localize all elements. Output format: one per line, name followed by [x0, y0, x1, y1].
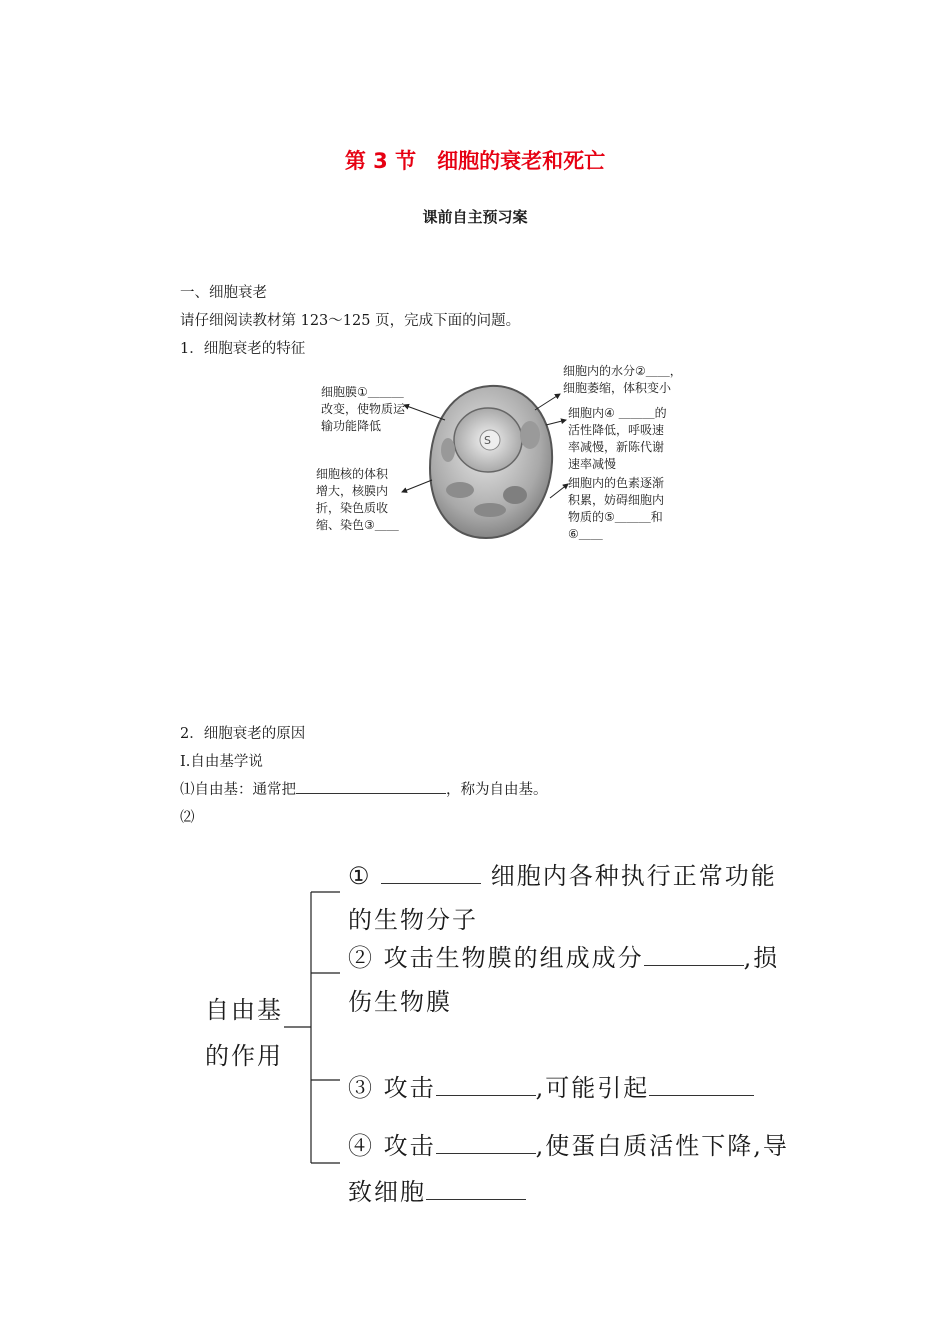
branch-1 [348, 856, 777, 891]
label-line: 细胞内的色素逐渐 [568, 476, 665, 490]
label-line: 细胞内的水分②＿＿， [563, 364, 682, 378]
section1-heading: 一、细胞衰老 [180, 285, 267, 301]
branch-2 [348, 938, 779, 973]
branch-3-prefix: ③ 攻击 [348, 1074, 436, 1102]
branch-4 [348, 1126, 789, 1161]
label-line: 积累，妨碍细胞内 [568, 493, 665, 507]
item1-heading: 1．细胞衰老的特征 [180, 341, 306, 357]
label-line: 活性降低，呼吸速 [568, 423, 665, 437]
label-nucleus [316, 466, 399, 534]
answer-blank[interactable] [296, 779, 446, 795]
label-line: ⑥＿＿ [568, 527, 603, 541]
branch-3 [348, 1068, 754, 1103]
label-line: 改变，使物质运 [321, 402, 406, 416]
page-title: 第 3 节 细胞的衰老和死亡 [344, 149, 606, 173]
label-line: 率减慢，新陈代谢 [568, 440, 665, 454]
label-line: 增大，核膜内 [316, 484, 389, 498]
branch-1-text: 细胞内各种执行正常功能 [490, 862, 777, 890]
question-2: ⑵ [180, 810, 195, 826]
branch-2-text: ② 攻击生物膜的组成成分 [348, 944, 644, 972]
page-subtitle: 课前自主预习案 [422, 208, 528, 226]
branch-4-line2-text: 致细胞 [348, 1178, 426, 1206]
item2-heading: 2．细胞衰老的原因 [180, 726, 306, 742]
branch-4-prefix: ④ 攻击 [348, 1132, 436, 1160]
answer-blank[interactable] [436, 1129, 536, 1154]
label-line: 细胞膜①＿＿＿ [321, 385, 404, 399]
label-water [563, 363, 682, 397]
label-line: 缩、染色③＿＿ [316, 518, 399, 532]
label-line: 速率减慢 [568, 457, 617, 471]
answer-blank[interactable] [436, 1071, 536, 1096]
label-enzyme [568, 405, 667, 473]
branch-4-mid: ,使蛋白质活性下降,导 [535, 1132, 789, 1160]
branch-2-suffix: ,损 [743, 944, 780, 972]
label-line: 输功能降低 [321, 419, 382, 433]
branch-2-line2: 伤生物膜 [348, 988, 452, 1016]
section1-instruction: 请仔细阅读教材第 123～125 页，完成下面的问题。 [180, 313, 521, 329]
answer-blank[interactable] [649, 1071, 754, 1096]
branch-1-line2: 的生物分子 [348, 906, 478, 934]
branch-3-mid: ,可能引起 [535, 1074, 650, 1102]
answer-blank[interactable] [381, 859, 481, 884]
label-pigment [568, 475, 664, 543]
branch-1-prefix: ① [348, 862, 382, 890]
svg-text:S: S [484, 434, 491, 447]
label-line: 物质的⑤＿＿＿和 [568, 510, 663, 524]
question-1-prefix: ⑴自由基：通常把 [180, 782, 296, 798]
question-1-suffix: ，称为自由基。 [446, 782, 548, 798]
label-membrane [321, 384, 405, 435]
theory-heading: Ⅰ.自由基学说 [180, 754, 263, 770]
diagram-root-line1: 自由基 [205, 996, 283, 1024]
question-1 [180, 778, 548, 799]
bracket-lines [280, 880, 350, 1170]
label-line: 细胞萎缩，体积变小 [563, 381, 672, 395]
label-line: 细胞核的体积 [316, 467, 389, 481]
answer-blank[interactable] [644, 941, 744, 966]
diagram-root-line2: 的作用 [205, 1042, 283, 1070]
branch-4-line2 [348, 1172, 526, 1207]
answer-blank[interactable] [426, 1175, 526, 1200]
figure-arrows [380, 380, 590, 550]
label-line: 细胞内④ ＿＿＿的 [568, 406, 667, 420]
label-line: 折，染色质收 [316, 501, 389, 515]
